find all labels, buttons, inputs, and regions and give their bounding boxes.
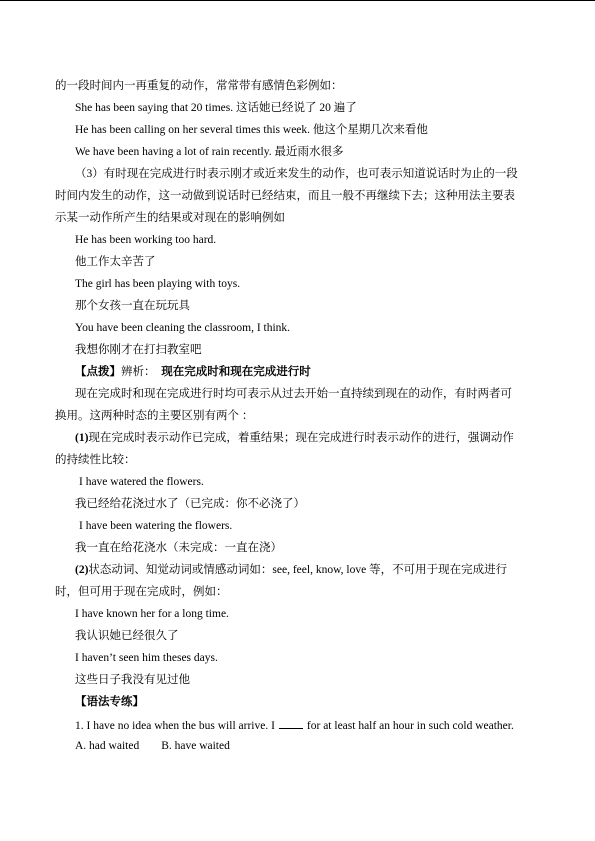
example-chinese: 我想你刚才在打扫教室吧: [75, 344, 202, 356]
text-line: 的一段时间内一再重复的动作，常常带有感情色彩例如：: [55, 80, 343, 92]
top-rule: [0, 0, 595, 1]
point-text: 状态动词、知觉动词或情感动词如：see, feel, know, love 等，不可用于现在完成进行: [88, 564, 508, 576]
example-english: You have been cleaning the classroom, I think.: [75, 322, 291, 334]
option-b: B. have waited: [161, 740, 230, 752]
paragraph-line: （3）有时现在完成进行时表示刚才或近来发生的动作，也可表示知道说话时为止的一段: [75, 168, 518, 180]
example-english: I have been watering the flowers.: [79, 520, 233, 532]
example-chinese: 我一直在给花浇水（未完成：一直在浇）: [75, 542, 282, 554]
example-chinese: 这些日子我没有见过他: [75, 674, 190, 686]
tip-prefix: 辨析：: [121, 366, 156, 378]
paragraph-line: 的持续性比较：: [55, 454, 136, 466]
option-a: A. had waited: [75, 740, 140, 752]
exercise-heading: 【语法专练】: [75, 696, 144, 708]
exercise-question: [75, 717, 514, 733]
example-english: He has been working too hard.: [75, 234, 217, 246]
exercise-options: [75, 739, 230, 753]
example-chinese: 我认识她已经很久了: [75, 630, 179, 642]
example-chinese: 我已经给花浇过水了（已完成：你不必浇了）: [75, 498, 305, 510]
point-two: [75, 563, 507, 577]
example-sentence: He has been calling on her several times this week. 他这个星期几次来看他: [75, 124, 428, 136]
example-english: I haven’t seen him theses days.: [75, 652, 218, 664]
example-english: The girl has been playing with toys.: [75, 278, 241, 290]
question-text-end: for at least half an hour in such cold weather.: [306, 720, 514, 732]
paragraph-line: 现在完成时和现在完成进行时均可表示从过去开始一直持续到现在的动作，有时两者可: [75, 388, 512, 400]
example-english: I have known her for a long time.: [75, 608, 229, 620]
tip-heading: [75, 365, 311, 379]
question-text-start: 1. I have no idea when the bus will arrive. I: [75, 720, 275, 732]
point-number: (1): [75, 432, 89, 444]
tip-label: 【点拨】: [75, 366, 121, 378]
paragraph-line: 换用。这两种时态的主要区别有两个 ：: [55, 410, 254, 422]
example-chinese: 他工作太辛苦了: [75, 256, 156, 268]
tip-title: 现在完成时和现在完成进行时: [161, 366, 311, 378]
example-chinese: 那个女孩一直在玩玩具: [75, 300, 190, 312]
example-english: I have watered the flowers.: [79, 476, 204, 488]
point-number: (2): [75, 564, 89, 576]
point-one: [75, 431, 514, 445]
example-sentence: She has been saying that 20 times. 这话她已经说了 20 遍了: [75, 102, 357, 114]
paragraph-line: 时，但可用于现在完成时，例如：: [55, 586, 228, 598]
example-sentence: We have been having a lot of rain recently. 最近雨水很多: [75, 146, 344, 158]
paragraph-line: 时间内发生的动作，这一动做到说话时已经结束，而且一般不再继续下去；这种用法主要表: [55, 190, 515, 202]
answer-blank: [279, 717, 303, 729]
paragraph-line: 示某一动作所产生的结果或对现在的影响例如: [55, 212, 285, 224]
point-text: 现在完成时表示动作已完成，着重结果；现在完成进行时表示动作的进行，强调动作: [88, 432, 514, 444]
